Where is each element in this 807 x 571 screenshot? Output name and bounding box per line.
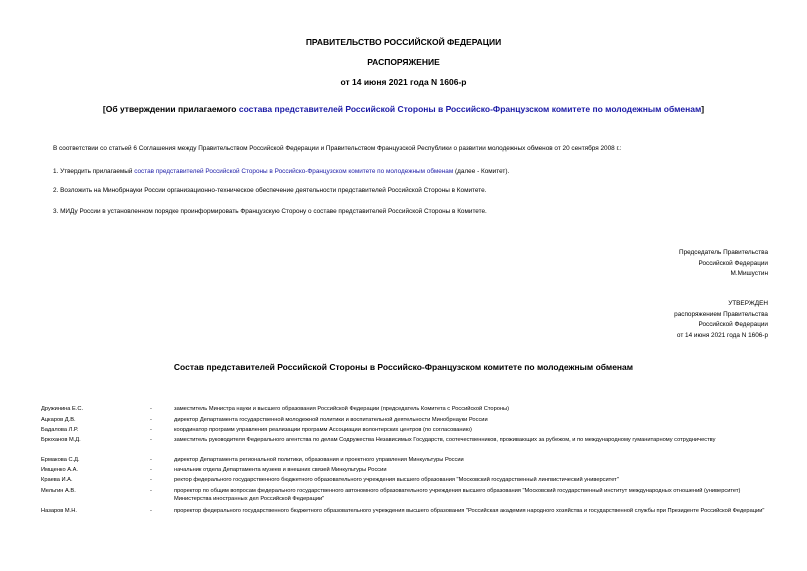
member-description: проректор федерального государственного бюджетного образовательного учреждения высшего образования "Российская академия народного хозяйства и государственной службы при Президенте Российской Федерации" [174,508,765,514]
item-3: 3. МИДу России в установленном порядке проинформировать Французскую Сторону о составе представителей Российской Стороны в Комитете. [53,208,487,215]
approval-line-2: распоряжением Правительства [674,310,768,318]
member-dash: - [150,467,152,473]
approval-line-3: Российской Федерации [698,321,768,328]
document-title [0,104,807,114]
approval-line-4: от 14 июня 2021 года N 1606-р [676,331,768,339]
document-type: РАСПОРЯЖЕНИЕ [367,57,440,67]
member-dash: - [150,488,152,494]
member-dash: - [150,457,152,463]
preamble: В соответствии со статьей 6 Соглашения между Правительством Российской Федерации и Правительством Французской Республики о развитии молодежных обменов от 20 сентября 2008 г.: [53,145,622,152]
member-dash: - [150,437,152,443]
member-name: Бадалова Л.Р. [41,427,79,433]
title-close: ] [701,104,705,114]
item-2: 2. Возложить на Минобрнауки России организационно-техническое обеспечение деятельности представителей Российской Стороны в Комитете. [53,187,487,194]
member-dash: - [150,406,152,412]
member-name: Имщенко А.А. [41,467,78,473]
signature-block [679,248,768,280]
member-description: начальник отдела Департамента музеев и внешних связей Минкультуры России [174,467,387,473]
member-description: директор Департамента государственной молодежной политики и воспитательной деятельности Минобрнауки России [174,417,488,423]
member-name: Ацкаров Д.В. [41,417,76,423]
item-1-prefix: 1. Утвердить прилагаемый [53,168,135,175]
member-description: проректор по общим вопросам федерального государственного автономного образовательного учреждения высшего образования "Московский государственный институт международных отношений (университет) Министерства иностранных дел Российской Федерации" [174,488,741,502]
title-link[interactable]: состава представителей Российской Стороны в Российско-Французском комитете по молодежным обменам [238,104,702,114]
approval-block [674,299,768,341]
member-description: координатор программ управления реализации программ Ассоциации волонтерских центров (по согласованию) [174,427,472,433]
member-name: Мельгин А.В. [41,488,76,494]
member-dash: - [150,477,152,483]
signature-line-2: Российской Федерации [698,259,768,267]
member-name: Назаров М.Н. [41,508,77,514]
member-dash: - [150,508,152,514]
member-name: Дружинина Е.С. [41,406,84,412]
government-name: ПРАВИТЕЛЬСТВО РОССИЙСКОЙ ФЕДЕРАЦИИ [305,37,502,47]
signature-line-3: М.Мишустин [730,270,768,277]
item-1 [53,168,509,175]
member-description: директор Департамента региональной политики, образования и проектного управления Минкультуры России [174,457,464,463]
signature-line-1: Председатель Правительства [679,249,768,256]
item-1-link[interactable]: состав представителей Российской Стороны в Российско-Французском комитете по молодежным обменам [134,168,454,175]
member-name: Краева И.А. [41,477,73,483]
member-name: Брюханов М.Д. [41,437,81,443]
document-date-number: от 14 июня 2021 года N 1606-р [340,77,467,87]
member-description: заместитель Министра науки и высшего образования Российской Федерации (председатель Комитета с Российской Стороны) [174,406,510,412]
item-1-suffix: (далее - Комитет). [453,168,510,175]
title-open: [Об утверждении прилагаемого [102,104,239,114]
member-name: Ермакова С.Д. [41,457,80,463]
composition-title: Состав представителей Российской Стороны в Российско-Французском комитете по молодежным обменам [173,362,634,372]
member-dash: - [150,417,152,423]
member-dash: - [150,427,152,433]
approval-line-1: УТВЕРЖДЕН [728,300,768,307]
member-description: ректор федерального государственного бюджетного образовательного учреждения высшего образования "Московский государственный лингвистический университет" [174,477,619,483]
member-description: заместитель руководителя Федерального агентства по делам Содружества Независимых Государств, соотечественников, проживающих за рубежом, и по международному гуманитарному сотрудничеству [174,437,716,443]
